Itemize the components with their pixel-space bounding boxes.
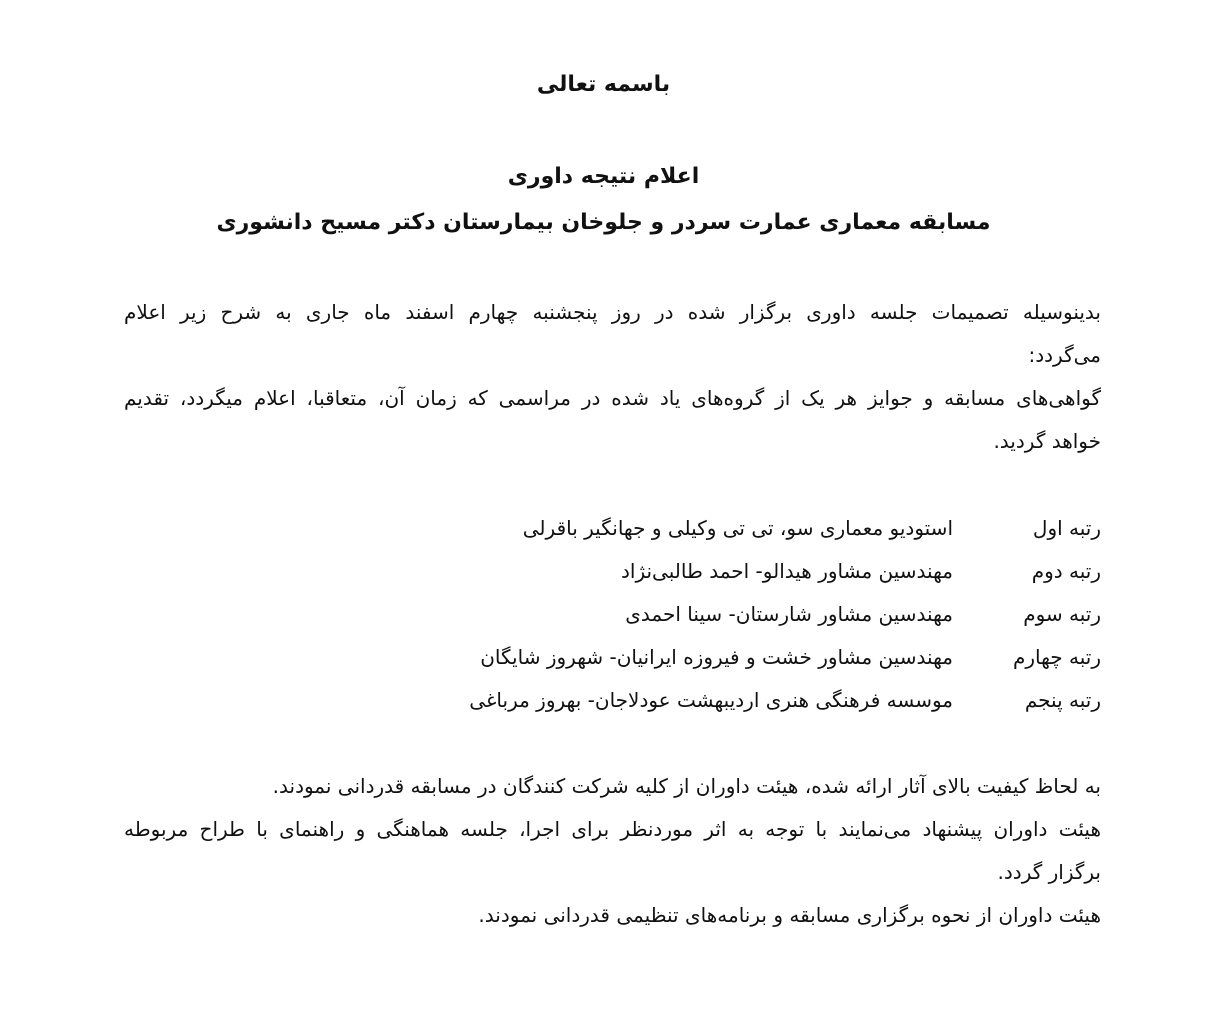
- intro-line: بدینوسیله تصمیمات جلسه داوری برگزار شده در روز پنجشنبه چهارم اسفند ماه جاری به شرح زیر اعلام: [124, 300, 1101, 324]
- ranking-row: [101, 557, 1101, 589]
- ranking-winner: مهندسین مشاور شارستان- سینا احمدی: [625, 602, 953, 626]
- document-title: اعلام نتیجه داوری: [507, 164, 700, 189]
- ranking-row: [101, 514, 1101, 546]
- ranking-label: رتبه اول: [1032, 516, 1101, 540]
- ranking-label: رتبه سوم: [1023, 602, 1101, 626]
- intro-line: می‌گردد:: [1028, 343, 1101, 367]
- closing-line: هیئت داوران از نحوه برگزاری مسابقه و برنامه‌های تنظیمی قدردانی نمودند.: [478, 903, 1101, 927]
- closing-line: به لحاظ کیفیت بالای آثار ارائه شده، هیئت داوران از کلیه شرکت کنندگان در مسابقه قدردانی نمودند.: [272, 774, 1101, 798]
- ranking-label: رتبه چهارم: [1012, 645, 1101, 669]
- ranking-winner: مهندسین مشاور خشت و فیروزه ایرانیان- شهروز شایگان: [480, 645, 953, 669]
- intro-line: گواهی‌های مسابقه و جوایز هر یک از گروه‌های یاد شده در مراسمی که زمان آن، متعاقبا، اعلام میگردد، تقدیم: [124, 386, 1101, 410]
- intro-line: خواهد گردید.: [993, 429, 1101, 453]
- ranking-label: رتبه پنجم: [1024, 688, 1101, 712]
- invocation-heading: باسمه تعالی: [536, 72, 671, 97]
- ranking-winner: موسسه فرهنگی هنری اردیبهشت عودلاجان- بهروز مرباغی: [469, 688, 953, 712]
- ranking-row: [101, 643, 1101, 675]
- ranking-label: رتبه دوم: [1031, 559, 1101, 583]
- document-subtitle: مسابقه معماری عمارت سردر و جلوخان بیمارستان دکتر مسیح دانشوری: [216, 210, 991, 235]
- ranking-winner: مهندسین مشاور هیدالو- احمد طالبی‌نژاد: [620, 559, 953, 583]
- ranking-row: [101, 600, 1101, 632]
- ranking-winner: استودیو معماری سو، تی تی وکیلی و جهانگیر باقرلی: [522, 516, 953, 540]
- closing-line: برگزار گردد.: [997, 860, 1101, 884]
- ranking-row: [101, 686, 1101, 718]
- closing-line: هیئت داوران پیشنهاد می‌نمایند با توجه به اثر موردنظر برای اجرا، جلسه هماهنگی و راهنمای با طراح مربوطه: [124, 817, 1101, 841]
